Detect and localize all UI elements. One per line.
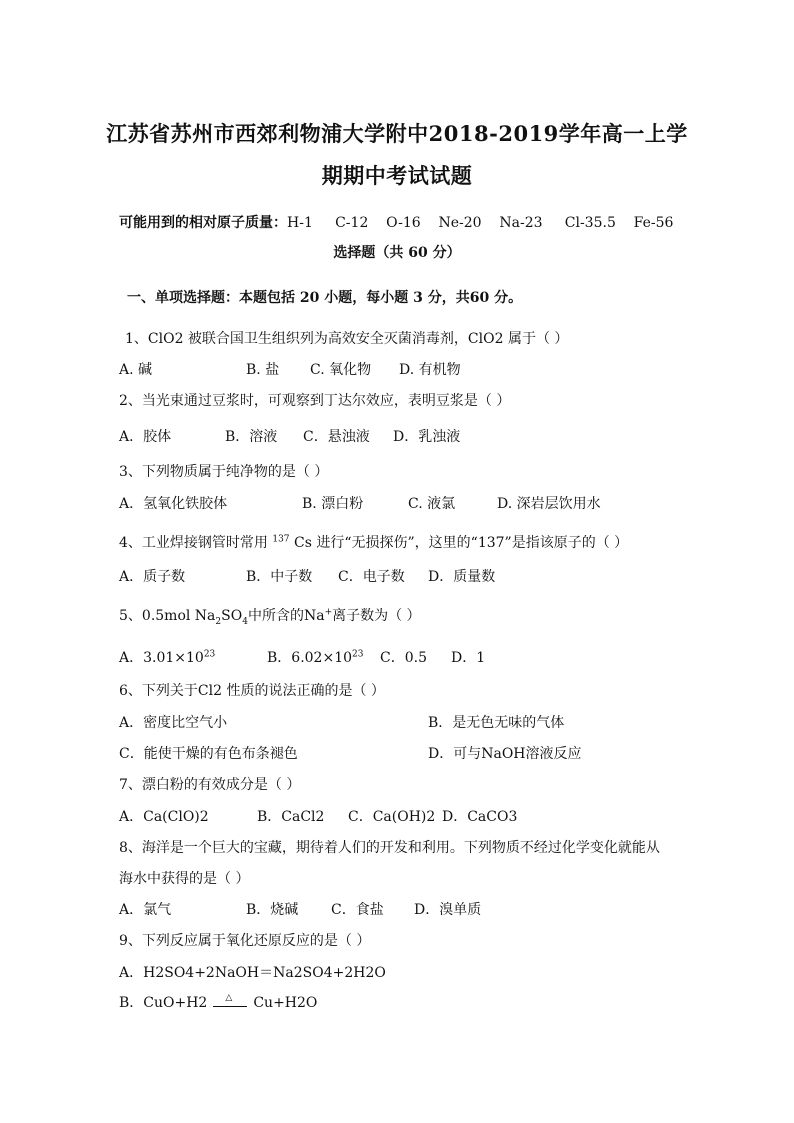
question-7-option-a: A．Ca(ClO)2 xyxy=(119,809,209,825)
question-8-stem-line-1: 8、海洋是一个巨大的宝藏，期待着人们的开发和利用。下列物质不经过化学变化就能从 xyxy=(119,840,660,856)
question-5-option-c: C．0.5 xyxy=(380,650,427,666)
question-4-option-a: A．质子数 xyxy=(119,569,186,585)
question-4-stem-start: 4、工业焊接钢管时常用 xyxy=(119,535,273,551)
question-5-stem xyxy=(119,605,421,627)
question-7-option-c: C．Ca(OH)2 xyxy=(348,809,436,825)
question-5-stem-end: 离子数为（ ） xyxy=(332,608,421,624)
question-5-option-a xyxy=(119,647,215,667)
section-title: 选择题（共 60 分） xyxy=(333,245,461,261)
heating-condition-arrow xyxy=(213,993,247,1007)
question-5-option-b-base: B．6.02×10 xyxy=(267,650,353,666)
question-2-option-c: C．悬浊液 xyxy=(303,429,370,445)
question-6-option-d: D．可与NaOH溶液反应 xyxy=(428,746,582,762)
document-title-line-2: 期期中考试试题 xyxy=(321,163,473,188)
question-6-option-b: B．是无色无味的气体 xyxy=(428,715,565,731)
question-7-stem: 7、漂白粉的有效成分是（ ） xyxy=(119,777,301,793)
subscript-2: 2 xyxy=(215,616,222,627)
question-3-option-c: C. 液氯 xyxy=(408,496,456,512)
question-6-option-c: C．能使干燥的有色布条褪色 xyxy=(119,746,298,762)
question-8-option-b: B．烧碱 xyxy=(246,902,299,918)
question-3-stem: 3、下列物质属于纯净物的是（ ） xyxy=(119,464,329,480)
question-5-option-b-exponent: 23 xyxy=(352,649,364,660)
question-2-option-d: D．乳浊液 xyxy=(393,429,461,445)
question-2-stem: 2、当光束通过豆浆时，可观察到丁达尔效应，表明豆浆是（ ） xyxy=(119,393,511,409)
atomic-mass-row xyxy=(119,212,673,232)
question-9-stem: 9、下列反应属于氧化还原反应的是（ ） xyxy=(119,933,371,949)
charge-superscript: + xyxy=(324,607,333,618)
question-4-option-b: B．中子数 xyxy=(246,569,313,585)
question-5-option-b xyxy=(267,647,363,667)
question-9-option-b-products: Cu+H2O xyxy=(253,995,318,1011)
question-9-option-b xyxy=(119,992,317,1012)
part-heading: 一、单项选择题：本题包括 20 小题，每小题 3 分，共60 分。 xyxy=(127,290,523,306)
mass-number-superscript: 137 xyxy=(272,534,290,545)
question-9-option-b-reactants: B．CuO+H2 xyxy=(119,995,208,1011)
question-6-stem: 6、下列关于Cl2 性质的说法正确的是（ ） xyxy=(119,683,385,699)
question-1-stem: 1、ClO2 被联合国卫生组织列为高效安全灭菌消毒剂，ClO2 属于（ ） xyxy=(125,331,569,347)
question-5-stem-mid: 中所含的Na xyxy=(247,608,325,624)
question-1-option-a: A. 碱 xyxy=(119,362,153,378)
subscript-4: 4 xyxy=(242,616,248,627)
question-2-option-b: B．溶液 xyxy=(225,429,278,445)
question-4-stem-end: Cs 进行“无损探伤”，这里的“137”是指该原子的（ ） xyxy=(289,535,629,551)
question-3-option-a: A．氢氧化铁胶体 xyxy=(119,496,228,512)
question-8-option-a: A．氯气 xyxy=(119,902,172,918)
question-5-stem-start: 5、0.5mol Na xyxy=(119,608,216,624)
atomic-mass-values: H-1 C-12 O-16 Ne-20 Na-23 Cl-35.5 Fe-56 xyxy=(287,215,674,231)
question-3-option-d: D. 深岩层饮用水 xyxy=(497,496,601,512)
question-5-stem-so: SO xyxy=(221,608,243,624)
question-8-stem-line-2: 海水中获得的是（ ） xyxy=(119,871,250,887)
question-1-option-d: D. 有机物 xyxy=(399,362,461,378)
question-7-option-b: B．CaCl2 xyxy=(257,809,325,825)
question-8-option-d: D．溴单质 xyxy=(414,902,482,918)
question-1-option-c: C. 氧化物 xyxy=(310,362,372,378)
question-5-option-d: D．1 xyxy=(451,650,486,666)
question-2-option-a: A．胶体 xyxy=(119,429,172,445)
question-5-option-a-exponent: 23 xyxy=(203,649,216,660)
question-5-option-a-base: A．3.01×10 xyxy=(119,650,204,666)
question-4-stem xyxy=(119,532,628,552)
question-8-option-c: C．食盐 xyxy=(331,902,384,918)
question-7-option-d: D．CaCO3 xyxy=(442,809,518,825)
atomic-mass-label: 可能用到的相对原子质量： xyxy=(119,215,287,231)
question-4-option-c: C．电子数 xyxy=(338,569,405,585)
document-title-line-1: 江苏省苏州市西郊利物浦大学附中2018-2019学年高一上学 xyxy=(106,121,688,146)
question-4-option-d: D．质量数 xyxy=(428,569,496,585)
question-1-option-b: B. 盐 xyxy=(246,362,280,378)
heat-triangle-icon: △ xyxy=(225,993,233,1003)
question-9-option-a: A．H2SO4+2NaOH＝Na2SO4+2H2O xyxy=(119,965,386,981)
question-3-option-b: B. 漂白粉 xyxy=(302,496,364,512)
question-6-option-a: A．密度比空气小 xyxy=(119,715,228,731)
